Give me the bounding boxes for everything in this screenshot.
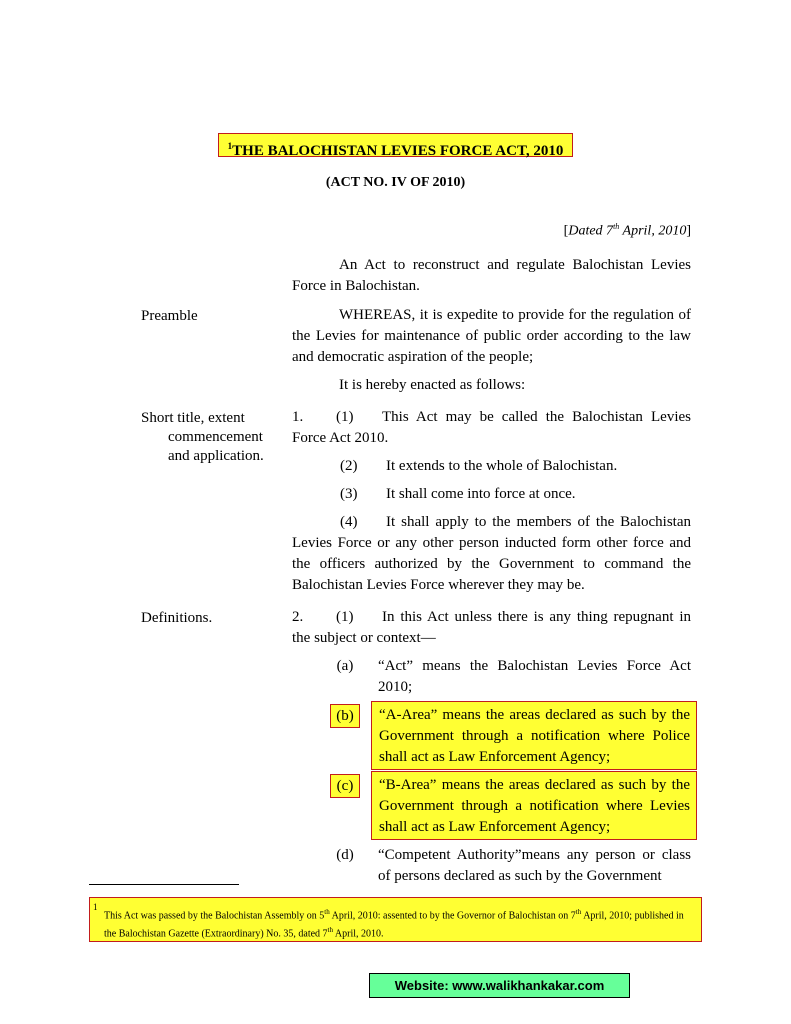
clause-text-b: “A-Area” means the areas declared as such by the Government through a notification where Police shall act as Law Enforcement Agency;: [371, 701, 697, 770]
margin-note-section-1: Short title, extent commencement and application.: [141, 410, 264, 464]
website-banner[interactable]: Website: www.walikhankakar.com: [369, 973, 630, 998]
section-1-sub-1: 1. (1) This Act may be called the Balochistan Levies Force Act 2010.: [292, 409, 691, 446]
section-1-sub-4: (4) It shall apply to the members of the Balochistan Levies Force or any other person inducted form other force and the officers authorized by the Government to command the Balochistan Levies Force wherever they may be.: [292, 514, 691, 593]
margin-note-preamble: Preamble: [141, 308, 198, 324]
margin-note-definitions: Definitions.: [141, 610, 213, 626]
footnote: 1 This Act was passed by the Balochistan Assembly on 5th April, 2010: assented to by the Governor of Balochistan on 7th April, 2010; published in the Balochistan Gazette (Extraordinary) No. 35, dated 7th April, 2010.: [89, 897, 702, 942]
section-2-sub-1: 2. (1) In this Act unless there is any thing repugnant in the subject or context—: [292, 609, 691, 646]
clause-label-d: (d): [336, 847, 354, 863]
clause-text-c: “B-Area” means the areas declared as such by the Government through a notification where Levies shall act as Law Enforcement Agency;: [371, 771, 697, 840]
clause-label-b: (b): [330, 704, 360, 728]
act-number: (ACT NO. IV OF 2010): [325, 175, 466, 190]
section-1-sub-2: (2) It extends to the whole of Balochistan.: [340, 458, 618, 474]
title-text: THE BALOCHISTAN LEVIES FORCE ACT, 2010: [232, 143, 564, 159]
footnote-mark: 1: [93, 902, 98, 912]
clause-label-a: (a): [336, 658, 354, 674]
dated-line: [Dated 7th April, 2010]: [563, 222, 691, 239]
enacting-clause: It is hereby enacted as follows:: [339, 377, 526, 393]
preamble-text: WHEREAS, it is expedite to provide for the regulation of the Levies for maintenance of public order according to the law and democratic aspiration of the people;: [292, 307, 691, 365]
clause-text-d: “Competent Authority”means any person or class of persons declared as such by the Government: [378, 847, 691, 884]
section-1-sub-3: (3) It shall come into force at once.: [340, 486, 576, 502]
clause-text-a: “Act” means the Balochistan Levies Force Act 2010;: [378, 658, 691, 695]
clause-label-c: (c): [330, 774, 360, 798]
long-title: An Act to reconstruct and regulate Balochistan Levies Force in Balochistan.: [292, 257, 691, 294]
act-title: [218, 133, 573, 157]
footnote-separator: [89, 884, 239, 885]
title-footnote-mark: 1: [227, 141, 233, 151]
